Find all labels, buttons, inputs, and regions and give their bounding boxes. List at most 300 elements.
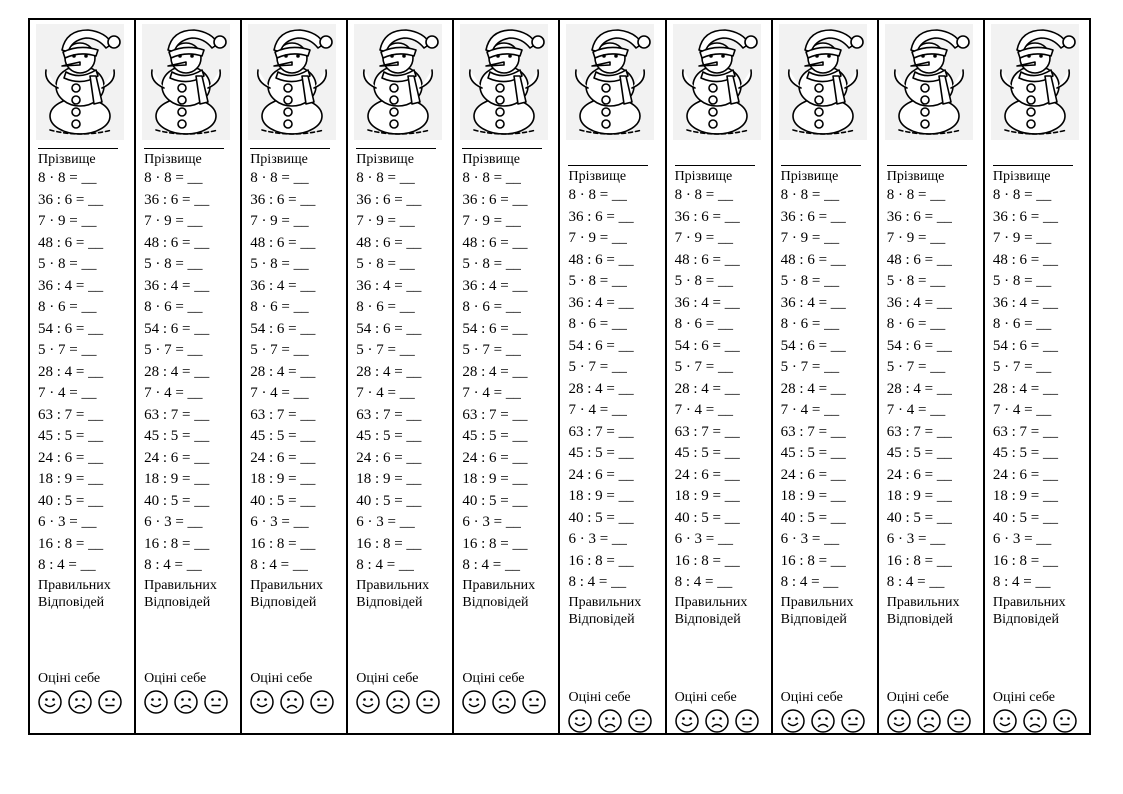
neutral-face-icon[interactable] [735,709,759,733]
exercise-item: 5 · 7 = __ [38,342,97,358]
exercise-item: 8 · 6 = __ [38,299,97,315]
exercise-item: 24 : 6 = __ [462,449,528,466]
exercise-item: 7 · 4 = __ [674,402,734,418]
strip-content [993,165,1085,629]
exercise-item: 6 · 3 = __ [250,514,309,530]
exercise-item: 7 · 4 = __ [568,402,627,418]
name-write-line[interactable] [462,148,542,149]
exercise-item: 24 : 6 = __ [780,466,846,483]
result-label-line2: Відповідей [780,612,847,627]
exercise-item: 5 · 7 = __ [144,342,203,358]
exercise-item: 48 : 6 = __ [38,234,104,251]
exercise-item: 63 : 7 = __ [144,406,210,423]
exercise-item: 6 · 3 = __ [674,531,734,547]
exercise-item: 6 · 3 = __ [38,514,97,530]
name-write-line[interactable] [250,148,330,149]
exercise-item: 8 · 8 = __ [992,187,1052,203]
exercise-item: 16 : 8 = __ [144,535,210,552]
exercise-item: 18 : 9 = __ [674,488,740,504]
sad-face-icon[interactable] [492,690,516,714]
exercise-item: 24 : 6 = __ [250,449,316,466]
exercise-item: 8 : 4 = __ [356,557,414,573]
result-label-line1: Правильних [462,577,536,593]
exercise-item: 18 : 9 = __ [780,488,846,504]
rating-faces [462,690,546,714]
sad-face-icon[interactable] [280,690,304,714]
result-label-line1: Правильних [674,594,748,610]
result-label-line1: Правильних [780,594,854,610]
exercise-item: 8 · 8 = __ [356,170,415,186]
result-label-line1: Правильних [886,594,960,610]
name-label: Прізвище [462,152,521,167]
exercise-item: 40 : 5 = __ [674,509,740,526]
exercise-item: 48 : 6 = __ [780,251,846,268]
exercise-item: 40 : 5 = __ [886,509,952,526]
smile-face-icon[interactable] [462,690,486,714]
exercise-item: 8 · 6 = __ [568,316,627,332]
sad-face-icon[interactable] [174,690,198,714]
worksheet-strip [240,20,346,733]
exercise-item: 8 · 6 = __ [250,299,309,315]
name-write-line[interactable] [781,165,861,166]
exercise-item: 7 · 4 = __ [250,385,309,401]
exercise-item: 5 · 7 = __ [250,342,309,358]
exercise-item: 5 · 8 = __ [780,273,840,289]
exercise-item: 36 : 4 = __ [462,277,528,294]
name-label: Прізвище [568,169,627,184]
exercise-item: 5 · 7 = __ [780,359,840,375]
exercise-item: 7 · 9 = __ [886,230,946,246]
exercise-item: 36 : 6 = __ [356,191,422,208]
exercise-item: 28 : 4 = __ [144,363,210,380]
sad-face-icon[interactable] [1023,709,1047,733]
name-write-line[interactable] [568,165,648,166]
exercise-item: 6 · 3 = __ [992,531,1052,547]
rating-faces [993,709,1077,733]
exercise-item: 8 : 4 = __ [462,557,521,573]
snowman-icon [779,24,867,140]
exercise-item: 16 : 8 = __ [674,552,740,569]
neutral-face-icon[interactable] [416,690,440,714]
exercise-item: 48 : 6 = __ [674,251,740,268]
strip-content [144,148,236,612]
result-label-line2: Відповідей [992,612,1060,627]
result-label-line1: Правильних [568,594,642,610]
result-label-line2: Відповідей [250,595,317,610]
exercise-item: 28 : 4 = __ [250,363,316,380]
exercise-item: 16 : 8 = __ [886,552,952,569]
strip-content [250,148,342,612]
exercise-item: 7 · 9 = __ [780,230,840,246]
exercise-item: 5 · 8 = __ [886,273,946,289]
exercise-item: 6 · 3 = __ [886,531,946,547]
exercise-item: 24 : 6 = __ [144,449,210,466]
smile-face-icon[interactable] [675,709,699,733]
exercise-item: 8 : 4 = __ [38,557,96,573]
exercise-item: 6 · 3 = __ [780,531,840,547]
exercise-item: 18 : 9 = __ [144,471,210,487]
exercise-item: 8 : 4 = __ [780,574,839,590]
name-write-line[interactable] [993,165,1073,166]
exercise-item: 40 : 5 = __ [356,492,422,509]
name-write-line[interactable] [356,148,436,149]
exercise-item: 63 : 7 = __ [356,406,422,423]
exercise-item: 28 : 4 = __ [462,363,528,380]
exercise-item: 8 · 8 = __ [886,187,946,203]
exercise-item: 6 · 3 = __ [462,514,521,530]
exercise-item: 24 : 6 = __ [568,466,634,483]
self-rating-label: Оцінi себе [462,671,525,686]
exercise-item: 40 : 5 = __ [568,509,634,526]
exercise-item: 36 : 6 = __ [568,208,634,225]
result-label-line1: Правильних [144,577,217,593]
exercise-item: 5 · 7 = __ [674,359,734,375]
sad-face-icon[interactable] [598,709,622,733]
exercise-item: 40 : 5 = __ [780,509,846,526]
worksheet-strip [771,20,877,733]
rating-faces [356,690,440,714]
snowman-icon [142,24,230,140]
exercise-item: 24 : 6 = __ [356,449,422,466]
exercise-item: 63 : 7 = __ [674,423,740,440]
strip-content [675,165,767,629]
self-rating-label: Оцінi себе [992,690,1055,705]
worksheet-strip [452,20,558,733]
strip-content [568,165,660,629]
neutral-face-icon[interactable] [98,690,122,714]
exercise-item: 7 · 9 = __ [38,213,97,229]
result-label-line2: Відповідей [356,595,423,610]
exercise-item: 8 · 6 = __ [356,299,415,315]
exercise-item: 5 · 7 = __ [992,359,1052,375]
exercise-item: 48 : 6 = __ [356,234,422,251]
exercise-item: 16 : 8 = __ [462,535,528,552]
sad-face-icon[interactable] [811,709,835,733]
worksheet-strip [877,20,983,733]
exercise-item: 8 · 6 = __ [992,316,1052,332]
rating-faces [250,690,334,714]
exercise-item: 8 · 8 = __ [674,187,734,203]
result-label-line2: Відповідей [144,595,211,610]
exercise-item: 40 : 5 = __ [462,492,528,509]
exercise-item: 36 : 6 = __ [144,191,210,208]
exercise-item: 45 : 5 = __ [568,445,634,461]
snowman-icon [248,24,336,140]
rating-faces [675,709,759,733]
neutral-face-icon[interactable] [522,690,546,714]
smile-face-icon[interactable] [250,690,274,714]
self-rating-label: Оцінi себе [38,671,101,686]
exercise-item: 63 : 7 = __ [568,423,634,440]
exercise-item: 5 · 7 = __ [886,359,946,375]
exercise-item: 48 : 6 = __ [144,234,210,251]
smile-face-icon[interactable] [887,709,911,733]
exercise-item: 36 : 4 = __ [568,294,634,311]
neutral-face-icon[interactable] [204,690,228,714]
exercise-item: 28 : 4 = __ [356,363,422,380]
exercise-item: 36 : 6 = __ [674,208,740,225]
exercise-item: 8 : 4 = __ [144,557,202,573]
neutral-face-icon[interactable] [947,709,971,733]
exercise-item: 7 · 4 = __ [992,402,1052,418]
exercise-item: 45 : 5 = __ [462,428,528,444]
exercise-item: 48 : 6 = __ [568,251,634,268]
self-rating-label: Оцінi себе [144,671,207,686]
neutral-face-icon[interactable] [310,690,334,714]
exercise-item: 36 : 4 = __ [250,277,316,294]
name-label: Прізвище [144,152,202,167]
name-write-line[interactable] [887,165,967,166]
exercise-item: 7 · 4 = __ [38,385,97,401]
exercise-item: 6 · 3 = __ [144,514,203,530]
exercise-item: 7 · 9 = __ [356,213,415,229]
exercise-item: 54 : 6 = __ [356,320,422,337]
exercise-item: 7 · 4 = __ [144,385,203,401]
exercise-item: 7 · 9 = __ [674,230,734,246]
name-write-line[interactable] [675,165,755,166]
exercise-item: 7 · 4 = __ [356,385,415,401]
neutral-face-icon[interactable] [1053,709,1077,733]
smile-face-icon[interactable] [781,709,805,733]
exercise-item: 8 : 4 = __ [568,574,627,590]
worksheet-sheet [28,18,1091,735]
strip-content [781,165,873,629]
worksheet-strip [983,20,1089,733]
exercise-item: 36 : 4 = __ [356,277,422,294]
exercise-item: 5 · 8 = __ [462,256,521,272]
exercise-item: 8 · 8 = __ [568,187,627,203]
exercise-item: 48 : 6 = __ [462,234,528,251]
name-label: Прізвище [886,169,945,184]
result-label-line1: Правильних [356,577,430,593]
exercise-item: 63 : 7 = __ [780,423,846,440]
exercise-item: 40 : 5 = __ [144,492,210,509]
snowman-icon [354,24,442,140]
exercise-item: 6 · 3 = __ [568,531,627,547]
exercise-item: 45 : 5 = __ [886,445,952,461]
rating-faces [781,709,865,733]
self-rating-label: Оцінi себе [780,690,843,705]
name-label: Прізвище [992,169,1051,184]
self-rating-label: Оцінi себе [250,671,313,686]
exercise-item: 8 · 6 = __ [674,316,734,332]
exercise-item: 28 : 4 = __ [886,380,952,397]
exercise-item: 8 : 4 = __ [674,574,733,590]
snowman-icon [673,24,761,140]
exercise-item: 48 : 6 = __ [886,251,952,268]
result-label-line2: Відповідей [568,612,635,627]
exercise-item: 36 : 6 = __ [462,191,528,208]
exercise-item: 24 : 6 = __ [886,466,952,483]
snowman-icon [36,24,124,140]
smile-face-icon[interactable] [144,690,168,714]
exercise-item: 54 : 6 = __ [886,337,952,354]
exercise-item: 8 · 6 = __ [780,316,840,332]
exercise-item: 7 · 4 = __ [462,385,521,401]
exercise-item: 45 : 5 = __ [674,445,740,461]
smile-face-icon[interactable] [38,690,62,714]
exercise-item: 36 : 6 = __ [38,191,104,208]
exercise-item: 8 · 8 = __ [144,170,203,186]
exercise-item: 18 : 9 = __ [462,471,528,487]
rating-faces [38,690,122,714]
exercise-item: 8 : 4 = __ [992,574,1051,590]
exercise-item: 28 : 4 = __ [568,380,634,397]
exercise-item: 7 · 9 = __ [992,230,1052,246]
snowman-icon [885,24,973,140]
exercise-item: 28 : 4 = __ [780,380,846,397]
exercise-item: 36 : 4 = __ [992,294,1058,311]
exercise-item: 8 · 6 = __ [462,299,521,315]
exercise-item: 8 · 8 = __ [38,170,97,186]
neutral-face-icon[interactable] [841,709,865,733]
exercise-item: 8 · 6 = __ [886,316,946,332]
exercise-item: 6 · 3 = __ [356,514,415,530]
exercise-item: 28 : 4 = __ [992,380,1058,397]
exercise-item: 28 : 4 = __ [38,363,104,380]
result-label-line2: Відповідей [886,612,953,627]
name-write-line[interactable] [144,148,224,149]
exercise-item: 5 · 8 = __ [674,273,734,289]
exercise-item: 8 : 4 = __ [886,574,945,590]
self-rating-label: Оцінi себе [886,690,949,705]
exercise-item: 24 : 6 = __ [38,449,104,466]
name-label: Прізвище [780,169,839,184]
exercise-item: 16 : 8 = __ [38,535,104,552]
worksheet-strip [346,20,452,733]
strip-content [356,148,448,612]
name-label: Прізвище [674,169,733,184]
exercise-item: 63 : 7 = __ [38,406,104,423]
result-label-line1: Правильних [250,577,323,593]
exercise-item: 18 : 9 = __ [250,471,316,487]
exercise-item: 48 : 6 = __ [992,251,1058,268]
exercise-item: 7 · 9 = __ [144,213,203,229]
result-label-line1: Правильних [992,594,1066,610]
name-write-line[interactable] [38,148,118,149]
exercise-item: 45 : 5 = __ [992,445,1058,461]
exercise-item: 7 · 4 = __ [780,402,840,418]
exercise-item: 54 : 6 = __ [674,337,740,354]
smile-face-icon[interactable] [568,709,592,733]
name-label: Прізвище [38,152,96,167]
worksheet-strip [665,20,771,733]
exercise-item: 5 · 7 = __ [462,342,521,358]
strip-content [462,148,554,612]
exercise-item: 54 : 6 = __ [144,320,210,337]
exercise-item: 54 : 6 = __ [38,320,104,337]
exercise-item: 28 : 4 = __ [674,380,740,397]
name-label: Прізвище [250,152,308,167]
sad-face-icon[interactable] [386,690,410,714]
exercise-item: 7 · 9 = __ [462,213,521,229]
exercise-item: 5 · 8 = __ [38,256,97,272]
exercise-item: 36 : 6 = __ [250,191,316,208]
exercise-item: 45 : 5 = __ [250,428,316,444]
exercise-item: 36 : 4 = __ [780,294,846,311]
rating-faces [887,709,971,733]
exercise-item: 36 : 6 = __ [780,208,846,225]
exercise-item: 5 · 8 = __ [356,256,415,272]
exercise-item: 7 · 9 = __ [250,213,309,229]
rating-faces [144,690,228,714]
exercise-item: 45 : 5 = __ [780,445,846,461]
exercise-item: 36 : 4 = __ [886,294,952,311]
snowman-icon [566,24,654,140]
exercise-item: 45 : 5 = __ [38,428,104,444]
exercise-item: 63 : 7 = __ [886,423,952,440]
self-rating-label: Оцінi себе [568,690,631,705]
exercise-item: 5 · 8 = __ [144,256,203,272]
rating-faces [568,709,652,733]
exercise-item: 5 · 8 = __ [992,273,1052,289]
exercise-item: 24 : 6 = __ [674,466,740,483]
exercise-item: 5 · 8 = __ [568,273,627,289]
sad-face-icon[interactable] [917,709,941,733]
strip-content [887,165,979,629]
exercise-item: 40 : 5 = __ [38,492,104,509]
result-label-line2: Відповідей [38,595,105,610]
worksheet-strip [30,20,134,733]
result-label-line2: Відповідей [674,612,741,627]
exercise-item: 45 : 5 = __ [144,428,210,444]
exercise-item: 36 : 4 = __ [38,277,104,294]
exercise-item: 8 · 8 = __ [462,170,521,186]
exercise-item: 5 · 8 = __ [250,256,309,272]
strip-content [38,148,130,612]
smile-face-icon[interactable] [993,709,1017,733]
name-label: Прізвище [356,152,414,167]
exercise-item: 63 : 7 = __ [462,406,528,423]
exercise-item: 54 : 6 = __ [780,337,846,354]
exercise-item: 7 · 9 = __ [568,230,627,246]
exercise-item: 16 : 8 = __ [780,552,846,569]
sad-face-icon[interactable] [705,709,729,733]
exercise-item: 54 : 6 = __ [250,320,316,337]
exercise-item: 16 : 8 = __ [356,535,422,552]
exercise-item: 36 : 4 = __ [144,277,210,294]
neutral-face-icon[interactable] [628,709,652,733]
exercise-item: 40 : 5 = __ [992,509,1058,526]
exercise-item: 54 : 6 = __ [462,320,528,337]
exercise-item: 18 : 9 = __ [568,488,634,504]
exercise-item: 5 · 7 = __ [356,342,415,358]
exercise-item: 36 : 4 = __ [674,294,740,311]
self-rating-label: Оцінi себе [356,671,419,686]
snowman-icon [460,24,548,140]
exercise-item: 16 : 8 = __ [250,535,316,552]
sad-face-icon[interactable] [68,690,92,714]
exercise-item: 18 : 9 = __ [356,471,422,487]
exercise-item: 40 : 5 = __ [250,492,316,509]
exercise-item: 16 : 8 = __ [992,552,1058,569]
exercise-item: 54 : 6 = __ [992,337,1058,354]
exercise-item: 16 : 8 = __ [568,552,634,569]
exercise-item: 36 : 6 = __ [992,208,1058,225]
exercise-item: 5 · 7 = __ [568,359,627,375]
worksheet-strip [558,20,664,733]
result-label-line2: Відповідей [462,595,529,610]
exercise-item: 63 : 7 = __ [250,406,316,423]
worksheet-strip [134,20,240,733]
exercise-item: 18 : 9 = __ [886,488,952,504]
exercise-item: 8 · 6 = __ [144,299,203,315]
self-rating-label: Оцінi себе [674,690,737,705]
smile-face-icon[interactable] [356,690,380,714]
exercise-item: 45 : 5 = __ [356,428,422,444]
exercise-item: 48 : 6 = __ [250,234,316,251]
exercise-item: 54 : 6 = __ [568,337,634,354]
